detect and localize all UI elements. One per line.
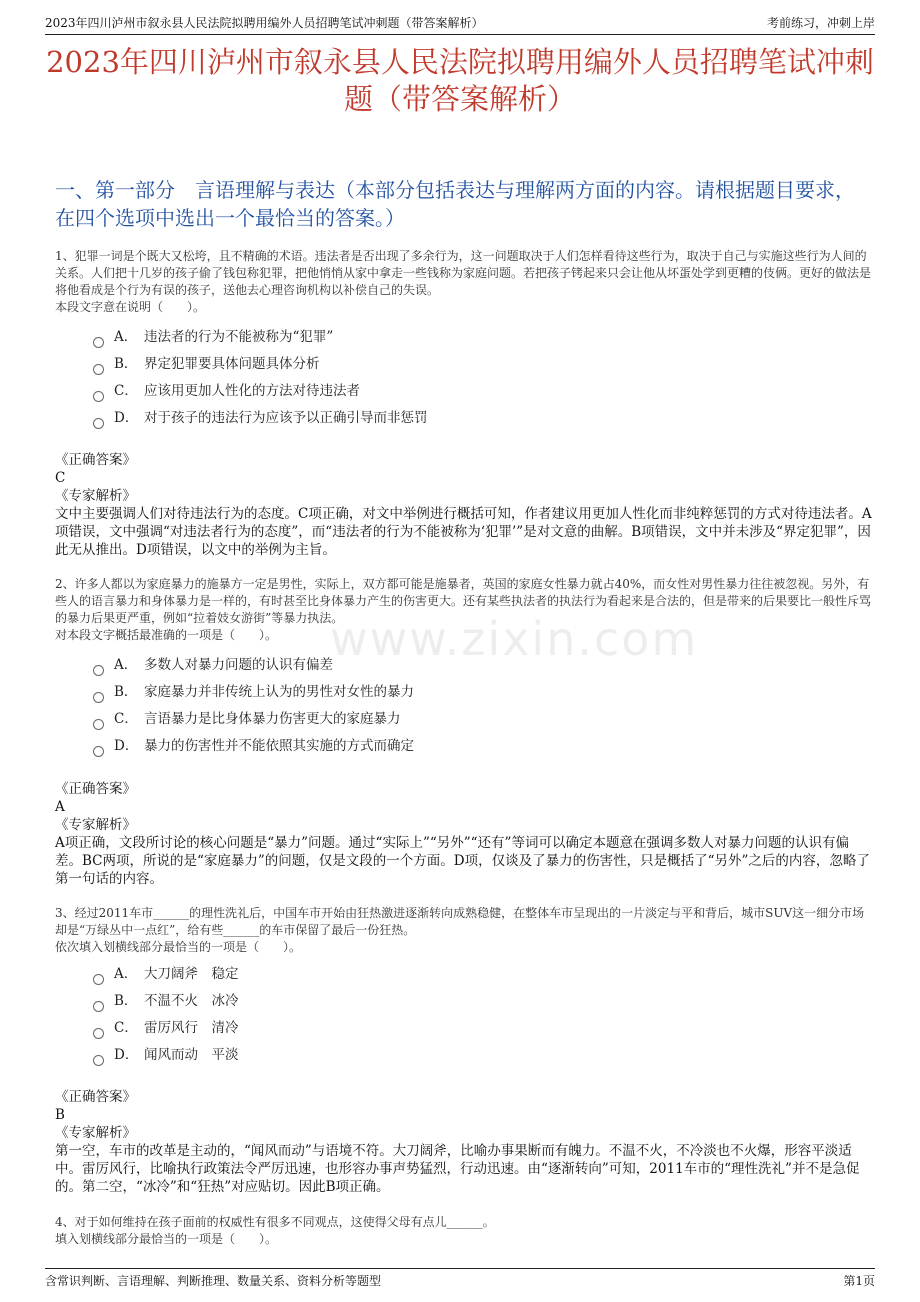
radio-icon[interactable] bbox=[93, 1028, 104, 1039]
radio-icon[interactable] bbox=[93, 418, 104, 429]
radio-icon[interactable] bbox=[93, 1055, 104, 1066]
analysis-label: 《专家解析》 bbox=[55, 817, 136, 833]
answer-value: C bbox=[55, 470, 66, 486]
question-1-answer bbox=[55, 451, 875, 559]
question-3 bbox=[55, 905, 875, 956]
radio-icon[interactable] bbox=[93, 974, 104, 985]
radio-icon[interactable] bbox=[93, 391, 104, 402]
question-4 bbox=[55, 1214, 875, 1248]
question-3-answer bbox=[55, 1088, 875, 1196]
question-1-options bbox=[93, 324, 428, 432]
footer-topics: 含常识判断、言语理解、判断推理、数量关系、资料分析等题型 bbox=[45, 1274, 382, 1288]
question-3-options bbox=[93, 961, 239, 1069]
question-2 bbox=[55, 576, 875, 644]
analysis-text: A项正确，文段所讨论的核心问题是“暴力”问题。通过“实际上”“另外”“还有”等词可以确定本题意在强调多数人对暴力问题的认识有偏差。BC两项，所说的是“家庭暴力”的问题，仅是文段的一个方面。D项，仅谈及了暴力的伤害性，只是概括了“另外”之后的内容，忽略了第一句话的内容。 bbox=[55, 835, 870, 887]
analysis-label: 《专家解析》 bbox=[55, 488, 136, 504]
question-2-options bbox=[93, 652, 414, 760]
question-stem: 1、犯罪一词是个既大又松垮，且不精确的术语。违法者是否出现了多余行为，这一问题取决于人们怎样看待这些行为，取决于自己与实施这些行为人间的关系。人们把十几岁的孩子偷了钱包称犯罪，把他悄悄从家中拿走一些钱称为家庭问题。若把孩子铐起来只会让他从坏蛋处学到更糟的伎俩。更好的做法是将他看成是个行为有误的孩子，送他去心理咨询机构以补偿自己的失误。 bbox=[55, 249, 872, 297]
option-b[interactable]: B． 不温不火 冰冷 bbox=[93, 988, 239, 1015]
option-a[interactable]: A． 大刀阔斧 稳定 bbox=[93, 961, 239, 988]
page-header bbox=[45, 10, 875, 35]
radio-icon[interactable] bbox=[93, 665, 104, 676]
answer-value: B bbox=[55, 1107, 65, 1123]
option-d[interactable]: D． 闻风而动 平淡 bbox=[93, 1042, 239, 1069]
header-slogan: 考前练习，冲刺上岸 bbox=[766, 16, 875, 30]
header-doc-title: 2023年四川泸州市叙永县人民法院拟聘用编外人员招聘笔试冲刺题（带答案解析） bbox=[45, 16, 484, 30]
option-a[interactable]: A． 违法者的行为不能被称为“犯罪” bbox=[93, 324, 428, 351]
radio-icon[interactable] bbox=[93, 337, 104, 348]
radio-icon[interactable] bbox=[93, 746, 104, 757]
radio-icon[interactable] bbox=[93, 364, 104, 375]
option-b[interactable]: B． 界定犯罪要具体问题具体分析 bbox=[93, 351, 428, 378]
question-2-answer bbox=[55, 780, 875, 888]
option-c[interactable]: C． 应该用更加人性化的方法对待违法者 bbox=[93, 378, 428, 405]
radio-icon[interactable] bbox=[93, 719, 104, 730]
radio-icon[interactable] bbox=[93, 692, 104, 703]
question-stem: 2、许多人都以为家庭暴力的施暴方一定是男性，实际上，双方都可能是施暴者，英国的家庭女性暴力就占40%，而女性对男性暴力往往被忽视。另外，有些人的语言暴力和身体暴力是一样的，有时甚至比身体暴力产生的伤害更大。还有某些执法者的执法行为看起来是合法的，但是带来的后果要比一般性斥骂的暴力后果更严重，例如“拉着妓女游街”等暴力执法。 bbox=[55, 577, 872, 625]
option-a[interactable]: A． 多数人对暴力问题的认识有偏差 bbox=[93, 652, 414, 679]
option-b[interactable]: B． 家庭暴力并非传统上认为的男性对女性的暴力 bbox=[93, 679, 414, 706]
option-d[interactable]: D． 暴力的伤害性并不能依照其实施的方式而确定 bbox=[93, 733, 414, 760]
radio-icon[interactable] bbox=[93, 1001, 104, 1012]
question-1 bbox=[55, 248, 875, 316]
question-prompt: 填入划横线部分最恰当的一项是（ ）。 bbox=[55, 1232, 278, 1246]
option-c[interactable]: C． 言语暴力是比身体暴力伤害更大的家庭暴力 bbox=[93, 706, 414, 733]
answer-label: 《正确答案》 bbox=[55, 781, 136, 797]
page-footer bbox=[45, 1268, 875, 1291]
answer-value: A bbox=[55, 799, 65, 815]
question-stem: 3、经过2011车市______的理性洗礼后，中国车市开始由狂热激进逐渐转向成熟稳健，在整体车市呈现出的一片淡定与平和背后，城市SUV这一细分市场却是“万绿丛中一点红”，给有些______的车市保留了最后一份狂热。 bbox=[55, 906, 865, 937]
question-prompt: 依次填入划横线部分最恰当的一项是（ ）。 bbox=[55, 940, 302, 954]
option-c[interactable]: C． 雷厉风行 清冷 bbox=[93, 1015, 239, 1042]
section-heading: 一、第一部分 言语理解与表达（本部分包括表达与理解两方面的内容。请根据题目要求，在四个选项中选出一个最恰当的答案。） bbox=[55, 178, 855, 230]
analysis-text: 文中主要强调人们对待违法行为的态度。C项正确，对文中举例进行概括可知，作者建议用更加人性化而非纯粹惩罚的方式对待违法者。A项错误，文中强调“对违法者行为的态度”，而“违法者的行为不能被称为‘犯罪’”是对文意的曲解。B项错误，文中并未涉及“界定犯罪”，因此无从推出。D项错误，以文中的举例为主旨。 bbox=[55, 506, 872, 558]
option-d[interactable]: D． 对于孩子的违法行为应该予以正确引导而非惩罚 bbox=[93, 405, 428, 432]
page-title: 2023年四川泸州市叙永县人民法院拟聘用编外人员招聘笔试冲刺题（带答案解析） bbox=[46, 45, 874, 116]
question-stem: 4、对于如何维持在孩子面前的权威性有很多不同观点，这使得父母有点儿______。 bbox=[55, 1215, 495, 1229]
answer-label: 《正确答案》 bbox=[55, 452, 136, 468]
watermark: www.zixin.com bbox=[330, 612, 699, 666]
answer-label: 《正确答案》 bbox=[55, 1089, 136, 1105]
analysis-label: 《专家解析》 bbox=[55, 1125, 136, 1141]
question-prompt: 本段文字意在说明（ ）。 bbox=[55, 300, 206, 314]
analysis-text: 第一空，车市的改革是主动的，“闻风而动”与语境不符。大刀阔斧，比喻办事果断而有魄力。不温不火，不冷淡也不火爆，形容平淡适中。雷厉风行，比喻执行政策法令严厉迅速，也形容办事声势猛烈，行动迅速。由“逐渐转向”可知，2011车市的“理性洗礼”并不是急促的。第二空，“冰冷”和“狂热”对应贴切。因此B项正确。 bbox=[55, 1143, 860, 1195]
question-prompt: 对本段文字概括最准确的一项是（ ）。 bbox=[55, 628, 278, 642]
page-number: 第1页 bbox=[843, 1274, 875, 1288]
